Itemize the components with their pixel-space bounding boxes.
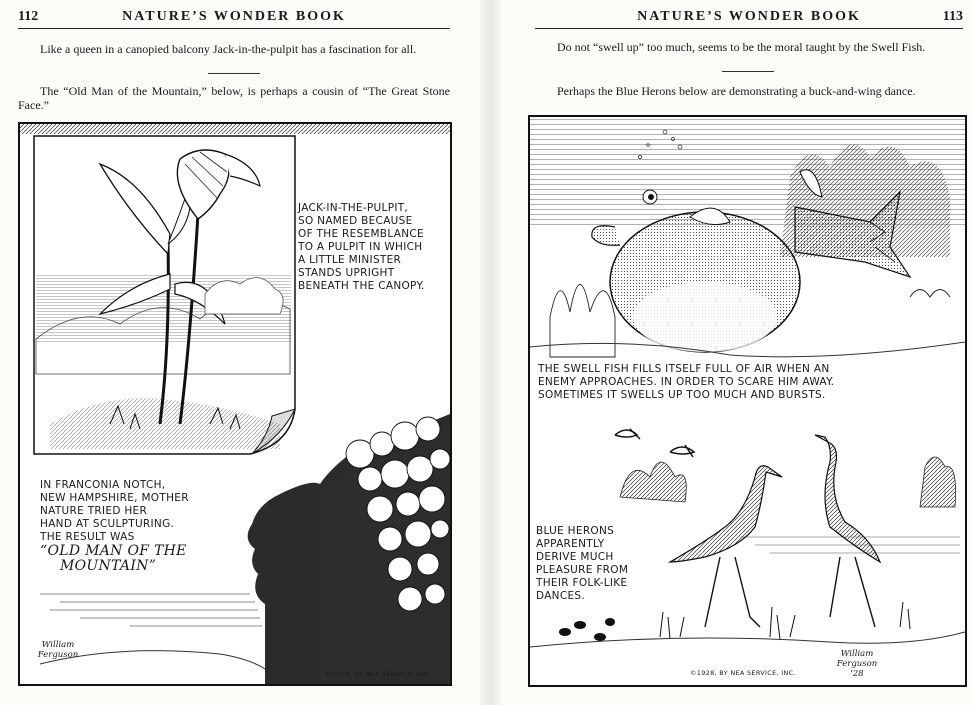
herons-caption-line: DERIVE MUCH — [536, 551, 614, 563]
copyright-notice: ©1929, BY NEA SERVICE, INC. — [325, 670, 431, 678]
oldman-caption-script: “OLD MAN OF THE — [40, 543, 187, 559]
left-page-header — [18, 8, 450, 29]
oldman-caption-line: NATURE TRIED HER — [40, 505, 148, 517]
fish-caption — [538, 363, 963, 402]
fish-caption-line: SOMETIMES IT SWELLS UP TOO MUCH AND BURSTS. — [538, 389, 826, 401]
page-number: 113 — [942, 9, 963, 24]
jack-caption-line: STANDS UPRIGHT — [298, 267, 395, 279]
jack-caption-line: SO NAMED BECAUSE — [298, 215, 413, 227]
oldman-caption-line: HAND AT SCULPTURING. — [40, 518, 175, 530]
running-head: NATURE’S WONDER BOOK — [637, 9, 861, 24]
fish-caption-line: THE SWELL FISH FILLS ITSELF FULL OF AIR WHEN AN — [538, 363, 830, 375]
herons-caption-line: PLEASURE FROM — [536, 564, 629, 576]
intro-paragraph-oldman: The “Old Man of the Mountain,” below, is perhaps a cousin of “The Great Stone Face.” — [18, 84, 450, 112]
running-head: NATURE’S WONDER BOOK — [122, 9, 346, 24]
herons-caption-line: THEIR FOLK-LIKE — [536, 577, 628, 589]
signature-line: William — [41, 640, 75, 650]
oldman-caption-line: NEW HAMPSHIRE, MOTHER — [40, 492, 189, 504]
intro-paragraph-fish: Do not “swell up” too much, seems to be the moral taught by the Swell Fish. — [557, 40, 926, 54]
book-gutter — [480, 0, 500, 705]
herons-caption-line: DANCES. — [536, 590, 586, 602]
fish-caption-line: ENEMY APPROACHES. IN ORDER TO SCARE HIM AWAY. — [538, 376, 835, 388]
jack-caption-line: A LITTLE MINISTER — [298, 254, 402, 266]
copyright-notice: ©1928, BY NEA SERVICE, INC. — [690, 669, 796, 677]
illustration-panel-left — [18, 122, 452, 686]
jack-caption — [298, 202, 448, 293]
signature-line: William — [840, 649, 874, 659]
jack-caption-line: JACK-IN-THE-PULPIT, — [298, 202, 409, 214]
intro-paragraph-herons: Perhaps the Blue Herons below are demonstrating a buck-and-wing dance. — [557, 84, 916, 98]
right-page — [500, 0, 973, 705]
signature-line: '28 — [850, 669, 864, 679]
herons-caption-line: APPARENTLY — [536, 538, 605, 550]
herons-caption — [536, 525, 661, 603]
oldman-caption-script: MOUNTAIN” — [60, 558, 157, 574]
jack-caption-line: BENEATH THE CANOPY. — [298, 280, 425, 292]
jack-caption-line: OF THE RESEMBLANCE — [298, 228, 424, 240]
signature-line: Ferguson — [836, 659, 878, 669]
herons-caption-line: BLUE HERONS — [536, 525, 615, 537]
page-number: 112 — [18, 9, 39, 24]
oldman-caption — [40, 479, 260, 574]
left-page — [0, 0, 480, 705]
right-page-header — [535, 8, 963, 29]
illustration-panel-right — [528, 115, 967, 687]
signature-line: Ferguson — [37, 650, 79, 660]
jack-caption-line: TO A PULPIT IN WHICH — [298, 241, 423, 253]
artist-signature — [822, 649, 892, 679]
section-divider — [722, 71, 774, 72]
oldman-caption-line: THE RESULT WAS — [40, 531, 135, 543]
intro-paragraph-jack: Like a queen in a canopied balcony Jack-in-the-pulpit has a fascination for all. — [40, 42, 417, 56]
oldman-caption-line: IN FRANCONIA NOTCH, — [40, 479, 166, 491]
section-divider — [208, 73, 260, 74]
artist-signature — [28, 640, 88, 660]
